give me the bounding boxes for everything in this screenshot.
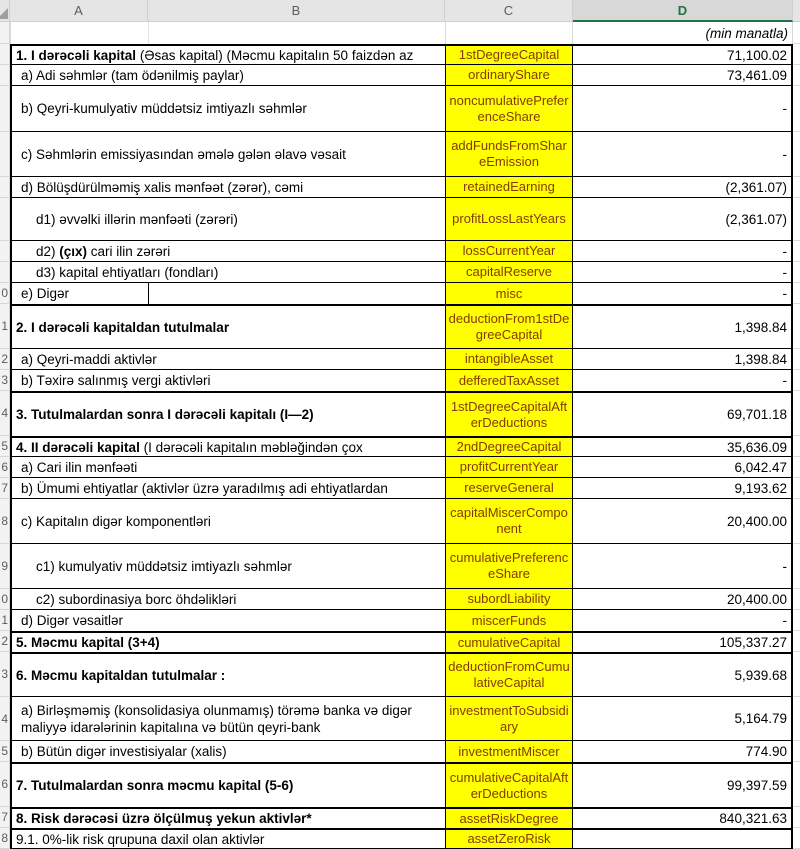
grid-sliver xyxy=(793,198,800,241)
code-cell[interactable] xyxy=(445,262,573,283)
code-text: profitLossLastYears xyxy=(452,211,566,226)
code-text: ordinaryShare xyxy=(468,67,550,82)
row-label: d) Bölüşdürülməmiş xalis mənfəət (zərər), cəmi xyxy=(21,179,304,195)
unit-note-row xyxy=(0,22,800,44)
value-cell[interactable] xyxy=(573,697,793,741)
value-text: 1,398.84 xyxy=(734,351,787,367)
label-cell[interactable] xyxy=(10,177,445,198)
value-text: - xyxy=(782,558,787,574)
code-cell[interactable] xyxy=(445,807,573,828)
value-text: 5,939.68 xyxy=(734,667,787,683)
value-text: 9,193.62 xyxy=(734,480,787,496)
code-text: assetRiskDegree xyxy=(459,810,559,826)
label-cell[interactable] xyxy=(10,391,445,436)
code-cell[interactable] xyxy=(445,349,573,370)
row-number-text: 7 xyxy=(1,481,8,495)
grid-sliver xyxy=(793,478,800,499)
row-label: 4. II dərəcəli kapital (I dərəcəli kapitalın məbləğindən çox xyxy=(16,439,363,455)
code-cell[interactable] xyxy=(445,828,573,849)
column-header-c[interactable]: C xyxy=(445,0,573,22)
row-label: a) Birləşməmiş (konsolidasiya olunmamış) törəmə banka və digər maliyyə idarələrinin kapitalına və bütün qeyri-bank xyxy=(21,702,412,735)
row-label: b) Bütün digər investisiyalar (xalis) xyxy=(21,744,227,759)
code-text: 1stDegreeCapitalAfterDeductions xyxy=(450,398,568,430)
label-cell[interactable] xyxy=(10,86,445,132)
value-cell[interactable] xyxy=(573,478,793,499)
table-row xyxy=(0,391,800,436)
row-label: 5. Məcmu kapital (3+4) xyxy=(16,635,160,650)
row-number-text: 0 xyxy=(1,286,8,300)
row-label: a) Cari ilin mənfəəti xyxy=(21,459,138,475)
code-text: noncumulativePreferenceShare xyxy=(449,92,569,124)
table-row xyxy=(0,177,800,198)
code-cell[interactable] xyxy=(445,741,573,762)
code-cell[interactable] xyxy=(445,544,573,589)
grid-sliver xyxy=(793,741,800,762)
row-number[interactable] xyxy=(0,652,10,697)
code-text: lossCurrentYear xyxy=(462,243,556,258)
row-number[interactable] xyxy=(0,370,10,391)
value-cell[interactable] xyxy=(573,631,793,652)
label-cell[interactable] xyxy=(10,198,445,241)
row-label: d3) kapital ehtiyatları (fondları) xyxy=(36,264,219,280)
label-cell[interactable] xyxy=(10,370,445,391)
grid-sliver xyxy=(793,177,800,198)
value-cell[interactable] xyxy=(573,132,793,177)
table-row xyxy=(0,652,800,697)
grid-sliver xyxy=(793,499,800,544)
label-cell[interactable] xyxy=(10,478,445,499)
code-cell[interactable] xyxy=(445,762,573,807)
value-cell[interactable] xyxy=(573,589,793,610)
empty-cell-a1[interactable] xyxy=(10,22,445,44)
row-label: c) Kapitalın digər komponentləri xyxy=(21,513,211,529)
row-number-text: 1 xyxy=(1,319,8,333)
row-number[interactable] xyxy=(0,741,10,762)
code-cell[interactable] xyxy=(445,631,573,652)
value-cell[interactable] xyxy=(573,177,793,198)
code-text: 1stDegreeCapital xyxy=(458,47,560,62)
code-cell[interactable] xyxy=(445,283,573,304)
code-text: reserveGeneral xyxy=(464,480,554,495)
table-row xyxy=(0,807,800,828)
grid-sliver xyxy=(793,391,800,436)
code-text: capitalReserve xyxy=(466,264,552,279)
column-header-row xyxy=(0,0,800,22)
grid-sliver xyxy=(793,22,800,44)
code-text: subordLiability xyxy=(467,591,551,606)
grid-sliver xyxy=(793,349,800,370)
code-text: defferedTaxAsset xyxy=(458,372,560,388)
row-label: 7. Tutulmalardan sonra məcmu kapital (5-6) xyxy=(16,778,294,793)
code-text: cumulativeCapital xyxy=(457,634,561,650)
code-cell[interactable] xyxy=(445,44,573,65)
row-number-text: 2 xyxy=(1,352,8,366)
table-row xyxy=(0,304,800,349)
code-cell[interactable] xyxy=(445,132,573,177)
label-cell[interactable] xyxy=(10,589,445,610)
label-cell[interactable] xyxy=(10,262,445,283)
table-row xyxy=(0,349,800,370)
grid-sliver xyxy=(793,631,800,652)
value-cell[interactable] xyxy=(573,828,793,849)
label-cell[interactable] xyxy=(10,807,445,828)
value-text: - xyxy=(782,146,787,162)
value-cell[interactable] xyxy=(573,198,793,241)
code-text: misc xyxy=(495,285,523,301)
value-text: 69,701.18 xyxy=(726,407,787,422)
code-text: capitalMiscerComponent xyxy=(450,505,568,536)
value-cell[interactable] xyxy=(573,44,793,65)
label-cell[interactable] xyxy=(10,44,445,65)
select-all-triangle-icon xyxy=(0,8,8,19)
label-cell[interactable] xyxy=(10,631,445,652)
code-cell[interactable] xyxy=(445,370,573,391)
grid-sliver xyxy=(793,544,800,589)
grid-sliver xyxy=(793,436,800,457)
row-number[interactable] xyxy=(0,198,10,241)
table-row xyxy=(0,65,800,86)
unit-note-cell[interactable] xyxy=(573,22,793,44)
grid-sliver xyxy=(793,262,800,283)
value-cell[interactable] xyxy=(573,65,793,86)
code-cell[interactable] xyxy=(445,304,573,349)
label-cell[interactable] xyxy=(10,457,445,478)
code-text: cumulativeCapitalAfterDeductions xyxy=(449,769,569,801)
code-cell[interactable] xyxy=(445,177,573,198)
table-row xyxy=(0,86,800,132)
grid-sliver xyxy=(793,44,800,65)
grid-sliver xyxy=(793,610,800,631)
select-all-corner[interactable] xyxy=(0,0,10,22)
grid-sliver xyxy=(793,132,800,177)
row-number[interactable] xyxy=(0,349,10,370)
row-number-text: 7 xyxy=(1,810,8,824)
row-number[interactable] xyxy=(0,391,10,436)
unit-note-text: (min manatla) xyxy=(705,25,788,41)
grid-sliver xyxy=(793,457,800,478)
row-label: c) Səhmlərin emissiyasından əmələ gələn əlavə vəsait xyxy=(21,146,346,162)
row-number-text: 5 xyxy=(1,744,8,758)
value-text: - xyxy=(782,101,787,116)
code-cell[interactable] xyxy=(445,610,573,631)
label-cell[interactable] xyxy=(10,610,445,631)
value-cell[interactable] xyxy=(573,762,793,807)
code-text: assetZeroRisk xyxy=(467,831,551,846)
code-cell[interactable] xyxy=(445,86,573,132)
table-row xyxy=(0,436,800,457)
code-text: addFundsFromShareEmission xyxy=(451,138,567,169)
row-number[interactable] xyxy=(0,762,10,807)
row-label: b) Ümumi ehtiyatlar (aktivlər üzrə yaradılmış adi ehtiyatlardan xyxy=(21,480,388,496)
label-cell[interactable] xyxy=(10,499,445,544)
row-number[interactable] xyxy=(0,22,10,44)
row-number-text: 5 xyxy=(1,439,8,453)
row-number[interactable] xyxy=(0,631,10,652)
grid-sliver xyxy=(793,370,800,391)
value-cell[interactable] xyxy=(573,652,793,697)
value-text: 99,397.59 xyxy=(726,778,787,793)
grid-sliver xyxy=(793,762,800,807)
table-row xyxy=(0,631,800,652)
row-number[interactable] xyxy=(0,44,10,65)
value-text: 20,400.00 xyxy=(726,513,787,529)
value-text: - xyxy=(782,243,787,259)
column-header-b[interactable]: B xyxy=(148,0,445,22)
value-cell[interactable] xyxy=(573,457,793,478)
code-text: 2ndDegreeCapital xyxy=(456,439,562,454)
row-label: a) Qeyri-maddi aktivlər xyxy=(21,351,157,367)
value-text: 73,461.09 xyxy=(726,67,787,83)
value-cell[interactable] xyxy=(573,610,793,631)
label-cell[interactable] xyxy=(10,697,445,741)
grid-sliver xyxy=(793,697,800,741)
row-label: d1) əvvəlki illərin mənfəəti (zərəri) xyxy=(36,211,238,227)
row-label: d) Digər vəsaitlər xyxy=(21,613,124,628)
value-text: 5,164.79 xyxy=(734,711,787,726)
row-label: 2. I dərəcəli kapitaldan tutulmalar xyxy=(16,319,230,335)
row-number-text: 4 xyxy=(1,711,8,726)
row-number[interactable] xyxy=(0,241,10,262)
row-number[interactable] xyxy=(0,544,10,589)
value-cell[interactable] xyxy=(573,807,793,828)
code-cell[interactable] xyxy=(445,198,573,241)
code-text: miscerFunds xyxy=(471,612,547,628)
table-row xyxy=(0,762,800,807)
value-cell[interactable] xyxy=(573,436,793,457)
table-row xyxy=(0,610,800,631)
code-cell[interactable] xyxy=(445,499,573,544)
row-number-text: 9 xyxy=(1,559,8,573)
table-row xyxy=(0,132,800,177)
value-text: (2,361.07) xyxy=(725,179,787,195)
value-cell[interactable] xyxy=(573,370,793,391)
row-number[interactable] xyxy=(0,478,10,499)
value-text: (2,361.07) xyxy=(725,211,787,227)
grid-sliver xyxy=(793,304,800,349)
label-cell[interactable] xyxy=(10,241,445,262)
label-cell[interactable] xyxy=(10,652,445,697)
row-label: b) Qeyri-kumulyativ müddətsiz imtiyazlı səhmlər xyxy=(21,101,307,116)
value-text: - xyxy=(782,373,787,388)
value-cell[interactable] xyxy=(573,349,793,370)
value-cell[interactable] xyxy=(573,741,793,762)
table-row xyxy=(0,544,800,589)
column-header-d-selected[interactable]: D xyxy=(573,0,793,22)
code-cell[interactable] xyxy=(445,65,573,86)
label-cell[interactable] xyxy=(10,544,445,589)
code-text: intangibleAsset xyxy=(464,351,554,366)
value-cell[interactable] xyxy=(573,283,793,304)
code-text: investmentToSubsidiary xyxy=(449,702,569,734)
label-cell[interactable] xyxy=(10,65,445,86)
row-number-text: 6 xyxy=(1,777,8,791)
value-text: 1,398.84 xyxy=(734,319,787,335)
row-number-text: 3 xyxy=(1,667,8,681)
value-text: - xyxy=(782,264,787,280)
row-number[interactable] xyxy=(0,262,10,283)
value-text: 774.90 xyxy=(745,744,787,759)
table-row xyxy=(0,697,800,741)
grid-sliver xyxy=(793,807,800,828)
grid-sliver xyxy=(793,65,800,86)
row-label: 3. Tutulmalardan sonra I dərəcəli kapitalı (I—2) xyxy=(16,407,314,422)
label-cell[interactable] xyxy=(10,349,445,370)
value-cell[interactable] xyxy=(573,391,793,436)
label-cell[interactable] xyxy=(10,828,445,849)
label-cell[interactable] xyxy=(10,283,445,304)
table-row xyxy=(0,589,800,610)
row-number[interactable] xyxy=(0,132,10,177)
row-number-text: 0 xyxy=(1,592,8,606)
code-cell[interactable] xyxy=(445,241,573,262)
value-cell[interactable] xyxy=(573,241,793,262)
value-text: 35,636.09 xyxy=(726,439,787,455)
code-text: cumulativePreferenceShare xyxy=(449,550,569,581)
row-label: d2) (çıx) cari ilin zərəri xyxy=(36,243,171,259)
value-cell[interactable] xyxy=(573,86,793,132)
grid-sliver xyxy=(793,283,800,304)
row-number[interactable] xyxy=(0,177,10,198)
table-row xyxy=(0,499,800,544)
value-text: 6,042.47 xyxy=(734,459,787,475)
code-cell[interactable] xyxy=(445,478,573,499)
code-cell[interactable] xyxy=(445,436,573,457)
value-cell[interactable] xyxy=(573,262,793,283)
code-text: retainedEarning xyxy=(463,179,555,194)
grid-sliver xyxy=(793,828,800,849)
grid-sliver xyxy=(793,241,800,262)
row-number-text: 2 xyxy=(1,634,8,648)
row-number[interactable] xyxy=(0,304,10,349)
row-number-text: 8 xyxy=(1,514,8,528)
code-cell[interactable] xyxy=(445,391,573,436)
row-number[interactable] xyxy=(0,589,10,610)
value-text: 20,400.00 xyxy=(726,591,787,607)
row-number[interactable] xyxy=(0,283,10,304)
value-text: - xyxy=(782,286,787,301)
table-row xyxy=(0,44,800,65)
value-text: 105,337.27 xyxy=(719,635,787,650)
table-row xyxy=(0,198,800,241)
row-label: e) Digər xyxy=(21,286,70,301)
row-number[interactable] xyxy=(0,65,10,86)
table-row xyxy=(0,741,800,762)
code-text: profitCurrentYear xyxy=(459,459,559,474)
code-text: investmentMiscer xyxy=(458,743,560,759)
row-label: c1) kumulyativ müddətsiz imtiyazlı səhmlər xyxy=(36,558,292,574)
value-cell[interactable] xyxy=(573,544,793,589)
table-row xyxy=(0,262,800,283)
grid-sliver xyxy=(793,652,800,697)
code-text: deductionFrom1stDegreeCapital xyxy=(448,311,570,342)
column-header-a[interactable]: A xyxy=(10,0,148,22)
row-label: b) Təxirə salınmış vergi aktivləri xyxy=(21,373,211,388)
grid-sliver xyxy=(793,86,800,132)
table-row xyxy=(0,478,800,499)
label-cell[interactable] xyxy=(10,304,445,349)
table-row xyxy=(0,370,800,391)
label-cell[interactable] xyxy=(10,762,445,807)
row-number-text: 1 xyxy=(1,613,8,627)
table-rows xyxy=(0,44,800,849)
row-number[interactable] xyxy=(0,610,10,631)
code-text: deductionFromCumulativeCapital xyxy=(448,659,570,690)
value-text: - xyxy=(782,613,787,628)
value-text: 840,321.63 xyxy=(719,811,787,826)
row-number-text: 8 xyxy=(1,831,8,845)
value-cell[interactable] xyxy=(573,304,793,349)
row-number[interactable] xyxy=(0,807,10,828)
code-cell[interactable] xyxy=(445,457,573,478)
code-cell[interactable] xyxy=(445,589,573,610)
table-row xyxy=(0,241,800,262)
table-row xyxy=(0,283,800,304)
row-label: 8. Risk dərəcəsi üzrə ölçülmuş yekun aktivlər* xyxy=(16,811,312,826)
grid-sliver xyxy=(793,589,800,610)
row-number[interactable] xyxy=(0,697,10,741)
row-number[interactable] xyxy=(0,499,10,544)
table-row xyxy=(0,457,800,478)
column-header-e-partial[interactable] xyxy=(793,0,800,22)
value-cell[interactable] xyxy=(573,499,793,544)
row-number[interactable] xyxy=(0,436,10,457)
label-cell[interactable] xyxy=(10,132,445,177)
row-number[interactable] xyxy=(0,828,10,849)
row-number[interactable] xyxy=(0,457,10,478)
row-label: a) Adi səhmlər (tam ödənilmiş paylar) xyxy=(21,67,244,83)
row-label: 9.1. 0%-lik risk qrupuna daxil olan aktivlər xyxy=(16,831,265,847)
row-number[interactable] xyxy=(0,86,10,132)
code-cell[interactable] xyxy=(445,697,573,741)
row-label: 6. Məcmu kapitaldan tutulmalar : xyxy=(16,667,226,683)
value-text: 71,100.02 xyxy=(726,47,787,63)
row-number-text: 3 xyxy=(1,373,8,387)
label-cell[interactable] xyxy=(10,436,445,457)
row-label: 1. I dərəcəli kapital (Əsas kapital) (Məcmu kapitalın 50 faizdən az xyxy=(16,47,414,63)
table-row xyxy=(0,828,800,849)
row-number-text: 6 xyxy=(1,460,8,474)
row-label: c2) subordinasiya borc öhdəlikləri xyxy=(36,591,237,607)
label-cell[interactable] xyxy=(10,741,445,762)
row-number-text: 4 xyxy=(1,406,8,420)
code-cell[interactable] xyxy=(445,652,573,697)
empty-cell-c1[interactable] xyxy=(445,22,573,44)
